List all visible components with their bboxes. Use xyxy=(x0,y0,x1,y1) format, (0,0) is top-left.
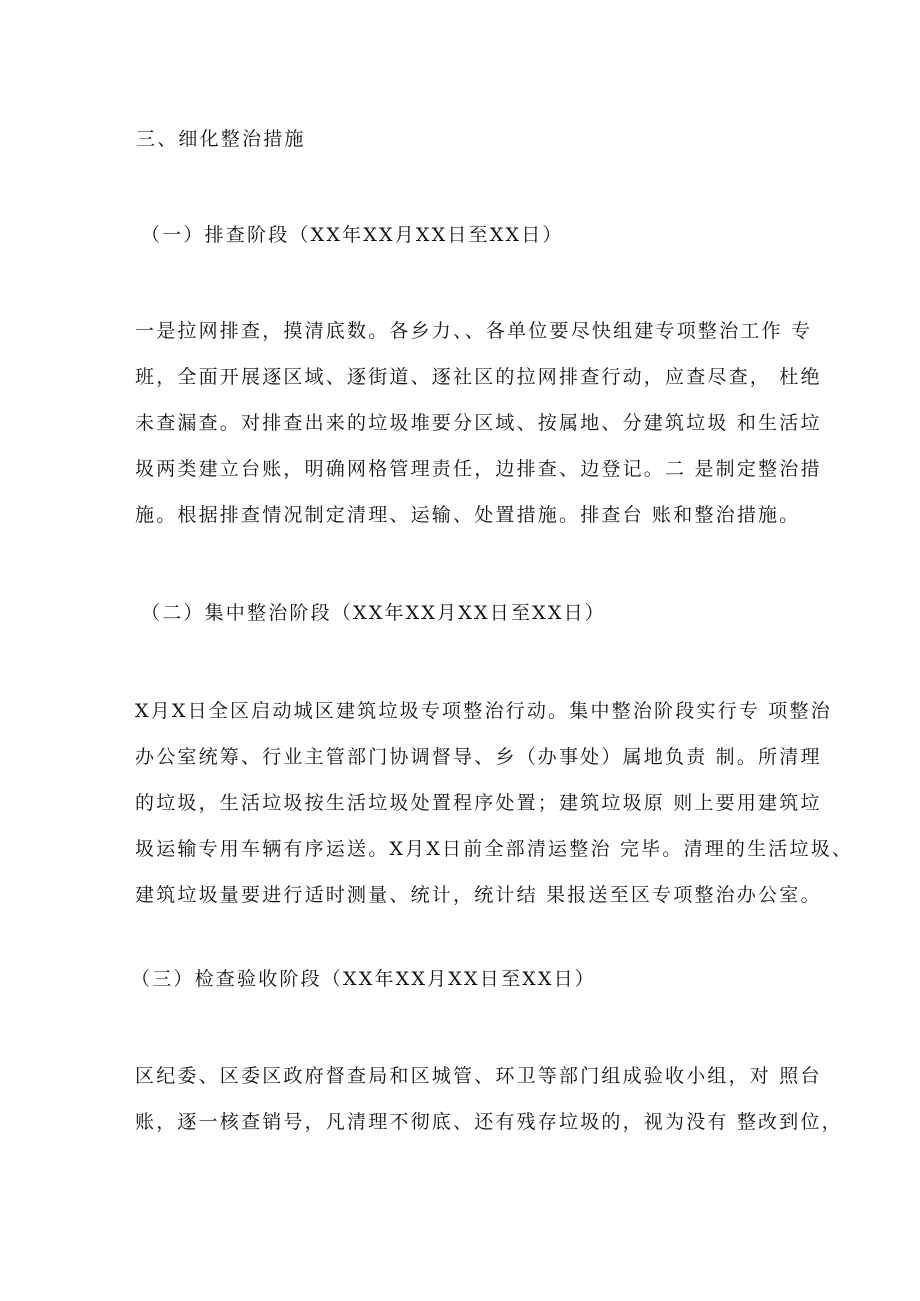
phase1-line: 未查漏查。对排查出来的垃圾堆要分区域、按属地、分建筑垃圾 和生活垃 xyxy=(135,412,822,434)
phase2-line: X月X日全区启动城区建筑垃圾专项整治行动。集中整治阶段实行专 项整治 xyxy=(135,700,832,722)
phase2-line: 建筑垃圾量要进行适时测量、统计，统计结 果报送至区专项整治办公室。 xyxy=(135,884,822,906)
phase1-line: 施。根据排查情况制定清理、运输、处置措施。排查台 账和整治措施。 xyxy=(135,504,801,526)
phase2-heading: （二）集中整治阶段（XX年XX月XX日至XX日） xyxy=(141,602,607,624)
phase1-line: 一是拉网排查，摸清底数。各乡力、、各单位要尽快组建专项整治工作 专 xyxy=(135,320,813,342)
phase2-line: 的垃圾，生活垃圾按生活垃圾处置程序处置；建筑垃圾原 则上要用建筑垃 xyxy=(135,792,822,814)
phase3-line: 账，逐一核查销号，凡清理不彻底、还有残存垃圾的，视为没有 整改到位， xyxy=(135,1111,843,1133)
section-title: 三、细化整治措施 xyxy=(136,128,306,150)
phase1-line: 圾两类建立台账，明确网格管理责任，边排查、边登记。二 是制定整治措 xyxy=(135,458,822,480)
phase2-line: 办公室统筹、行业主管部门协调督导、乡（办事处）属地负责 制。所清理 xyxy=(135,746,822,768)
phase1-line: 班，全面开展逐区域、逐街道、逐社区的拉网排查行动，应查尽查， 杜绝 xyxy=(135,366,822,388)
phase3-line: 区纪委、区委区政府督查局和区城管、环卫等部门组成验收小组，对 照台 xyxy=(135,1065,822,1087)
phase3-heading: （三）检查验收阶段（XX年XX月XX日至XX日） xyxy=(131,968,597,990)
phase2-line: 圾运输专用车辆有序运送。X月X日前全部清运整治 完毕。清理的生活垃圾、 xyxy=(135,838,854,860)
phase1-heading: （一）排查阶段（XX年XX月XX日至XX日） xyxy=(141,224,564,246)
